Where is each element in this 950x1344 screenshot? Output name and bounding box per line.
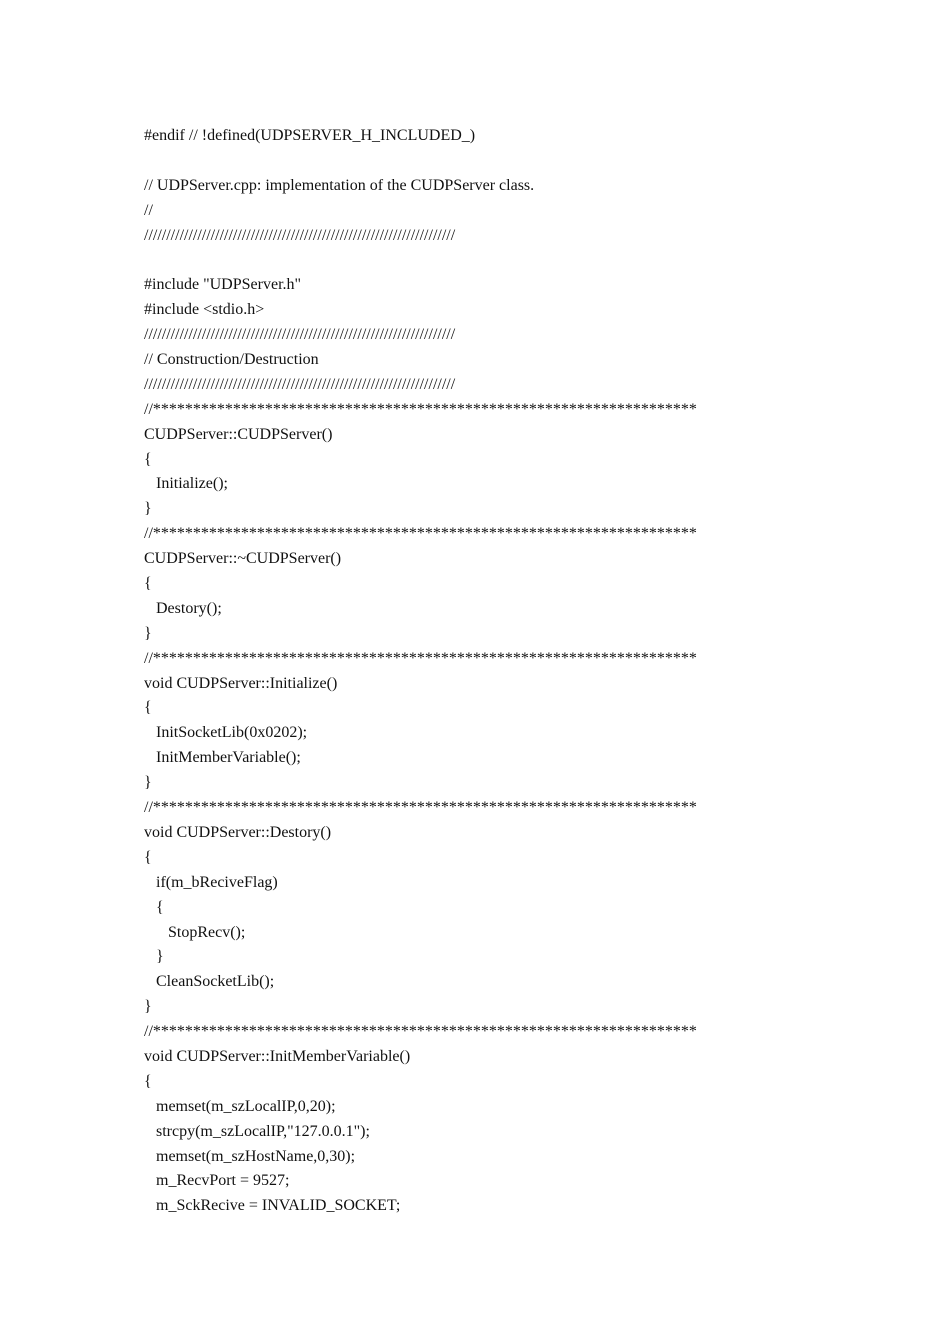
code-line: InitSocketLib(0x0202); <box>144 724 308 742</box>
code-line: } <box>144 624 152 642</box>
code-line: Initialize(); <box>144 475 228 493</box>
code-line: CUDPServer::~CUDPServer() <box>144 550 342 568</box>
code-line: memset(m_szHostName,0,30); <box>144 1147 356 1165</box>
code-line: StopRecv(); <box>144 923 246 941</box>
code-line: { <box>144 699 152 717</box>
code-line: #include "UDPServer.h" <box>144 276 302 294</box>
code-line: ////////////////////////////////////////////////////////////////////// <box>144 226 456 244</box>
code-line: #endif // !defined(UDPSERVER_H_INCLUDED_) <box>144 127 476 144</box>
code-line: { <box>144 450 152 468</box>
code-line: ////////////////////////////////////////////////////////////////////// <box>144 375 456 393</box>
code-line: ////////////////////////////////////////////////////////////////////// <box>144 326 456 344</box>
code-line: { <box>144 575 152 593</box>
code-line: CUDPServer::CUDPServer() <box>144 425 333 443</box>
code-line: if(m_bReciveFlag) <box>144 873 278 891</box>
code-line <box>144 248 924 273</box>
code-line: void CUDPServer::Initialize() <box>144 674 338 692</box>
code-line: memset(m_szLocalIP,0,20); <box>144 1097 336 1115</box>
code-line: } <box>144 948 164 966</box>
code-line <box>144 149 924 174</box>
code-line: { <box>144 848 152 866</box>
code-line: void CUDPServer::InitMemberVariable() <box>144 1047 411 1065</box>
code-line: // Construction/Destruction <box>144 351 319 369</box>
code-line: void CUDPServer::Destory() <box>144 823 332 841</box>
code-line: //******************************************************************** <box>144 525 697 543</box>
code-line: InitMemberVariable(); <box>144 749 301 767</box>
code-line: } <box>144 998 152 1016</box>
code-line: CleanSocketLib(); <box>144 973 275 991</box>
code-line: //******************************************************************** <box>144 799 697 817</box>
code-line: // UDPServer.cpp: implementation of the CUDPServer class. <box>144 176 535 194</box>
code-line: Destory(); <box>144 599 222 617</box>
code-line: { <box>144 1072 152 1090</box>
code-line: m_SckRecive = INVALID_SOCKET; <box>144 1197 401 1215</box>
code-line: //******************************************************************** <box>144 400 697 418</box>
code-line: m_RecvPort = 9527; <box>144 1172 290 1190</box>
code-line: { <box>144 898 164 916</box>
code-line: } <box>144 774 152 792</box>
code-line: strcpy(m_szLocalIP,"127.0.0.1"); <box>144 1122 370 1140</box>
code-line: // <box>144 201 153 219</box>
code-line: //******************************************************************** <box>144 649 697 667</box>
code-document <box>144 124 924 1219</box>
code-line: } <box>144 500 152 518</box>
code-line: #include <stdio.h> <box>144 301 265 319</box>
code-line: //******************************************************************** <box>144 1023 697 1041</box>
